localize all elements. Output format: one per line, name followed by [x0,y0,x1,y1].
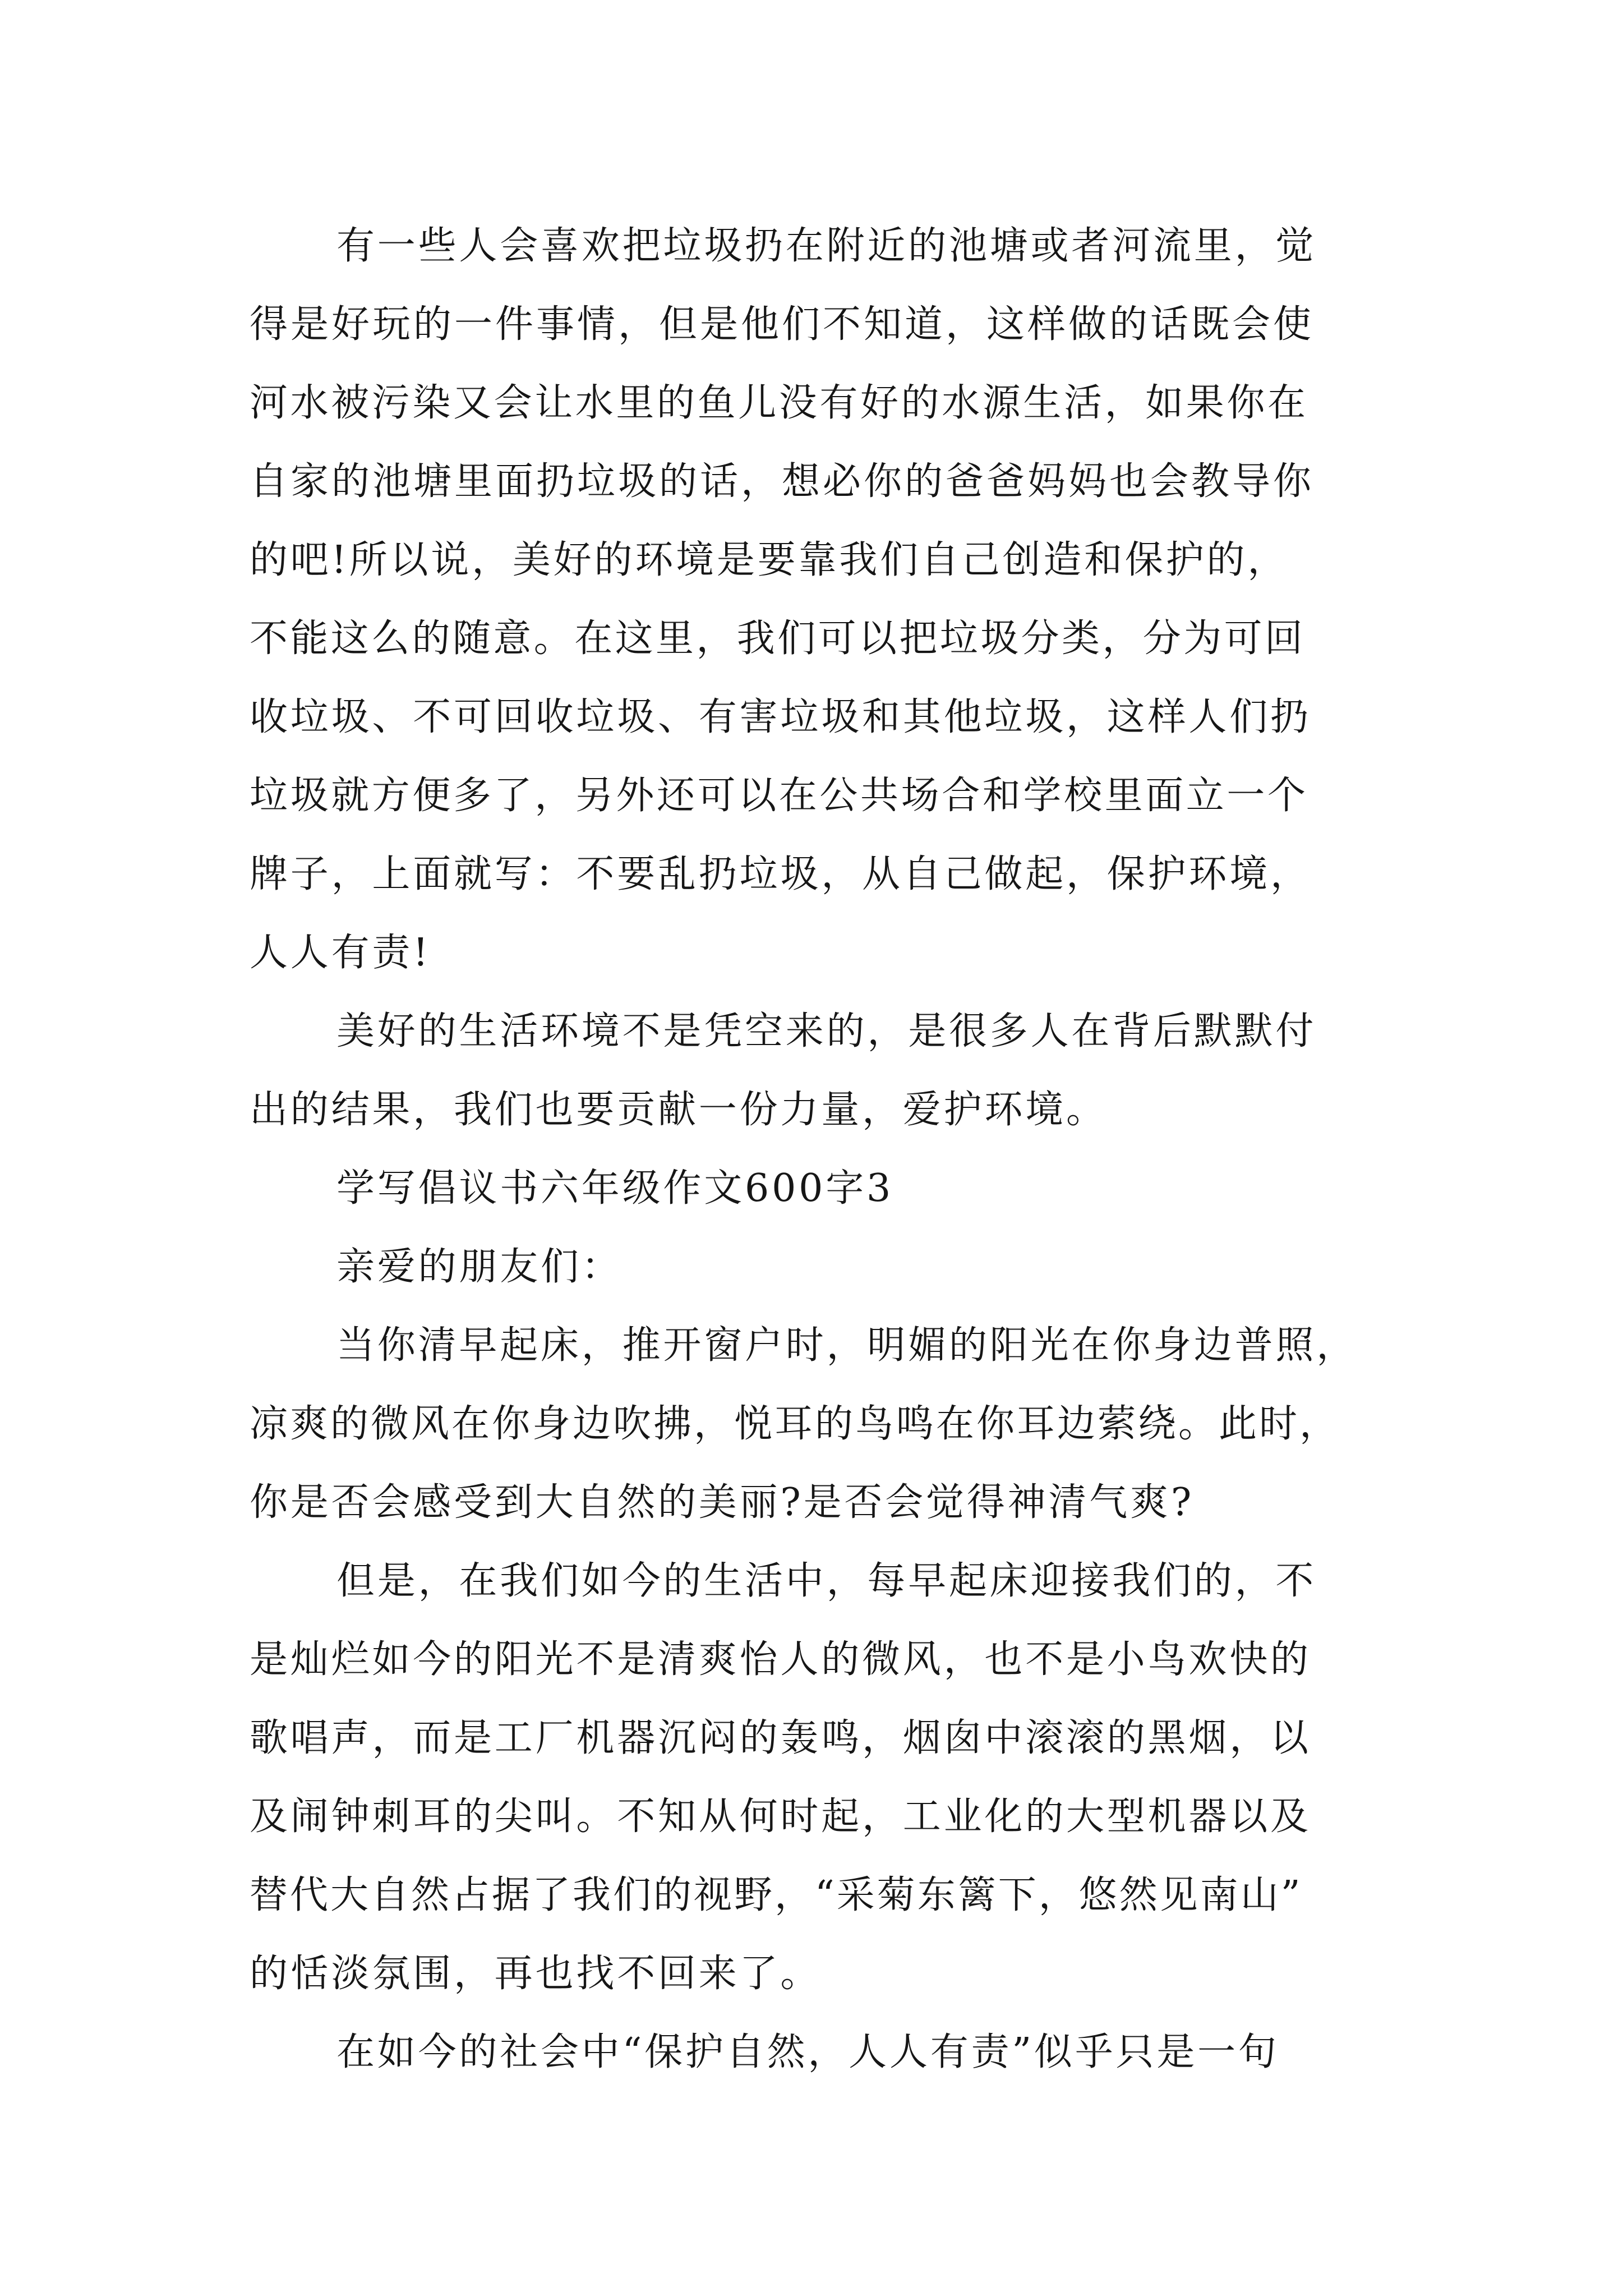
paragraph-2-line-2: 出的结果，我们也要贡献一份力量，爱护环境。 [250,1088,1107,1132]
essay-title-line: 学写倡议书六年级作文600字3 [336,1166,894,1211]
paragraph-6-line-3: 歌唱声，而是工厂机器沉闷的轰鸣，烟囱中滚滚的黑烟，以 [250,1716,1311,1760]
paragraph-5-line-2: 凉爽的微风在你身边吹拂，悦耳的鸟鸣在你耳边萦绕。此时， [250,1402,1340,1446]
paragraph-1-line-6: 不能这么的随意。在这里，我们可以把垃圾分类，分为可回 [250,616,1306,661]
paragraph-2-line-1: 美好的生活环境不是凭空来的，是很多人在背后默默付 [336,1009,1317,1053]
salutation-line: 亲爱的朋友们： [336,1245,623,1289]
paragraph-5-line-3: 你是否会感受到大自然的美丽?是否会觉得神清气爽? [250,1480,1195,1525]
paragraph-1-line-10: 人人有责! [250,931,431,975]
paragraph-7-line-1: 在如今的社会中“保护自然，人人有责”似乎只是一句 [336,2030,1279,2074]
paragraph-6-line-5: 替代大自然占据了我们的视野，“采菊东篱下，悠然见南山” [250,1873,1303,1917]
paragraph-1-line-9: 牌子，上面就写：不要乱扔垃圾，从自己做起，保护环境， [250,852,1311,896]
paragraph-1-line-4: 自家的池塘里面扔垃圾的话，想必你的爸爸妈妈也会教导你 [250,459,1315,504]
paragraph-6-line-2: 是灿烂如今的阳光不是清爽怡人的微风，也不是小鸟欢快的 [250,1637,1311,1682]
paragraph-1-line-8: 垃圾就方便多了，另外还可以在公共场合和学校里面立一个 [250,774,1308,818]
paragraph-6-line-6: 的恬淡氛围，再也找不回来了。 [250,1952,822,1996]
paragraph-5-line-1: 当你清早起床，推开窗户时，明媚的阳光在你身边普照， [336,1323,1358,1368]
paragraph-1-line-5: 的吧!所以说，美好的环境是要靠我们自己创造和保护的， [250,538,1289,582]
paragraph-1-line-1: 有一些人会喜欢把垃圾扔在附近的池塘或者河流里，觉 [336,224,1317,268]
paragraph-1-line-3: 河水被污染又会让水里的鱼儿没有好的水源生活，如果你在 [250,381,1308,425]
paragraph-1-line-2: 得是好玩的一件事情，但是他们不知道，这样做的话既会使 [250,302,1315,347]
paragraph-6-line-1: 但是，在我们如今的生活中，每早起床迎接我们的，不 [336,1559,1317,1603]
paragraph-6-line-4: 及闹钟刺耳的尖叫。不知从何时起，工业化的大型机器以及 [250,1795,1311,1839]
paragraph-1-line-7: 收垃圾、不可回收垃圾、有害垃圾和其他垃圾，这样人们扔 [250,695,1311,739]
